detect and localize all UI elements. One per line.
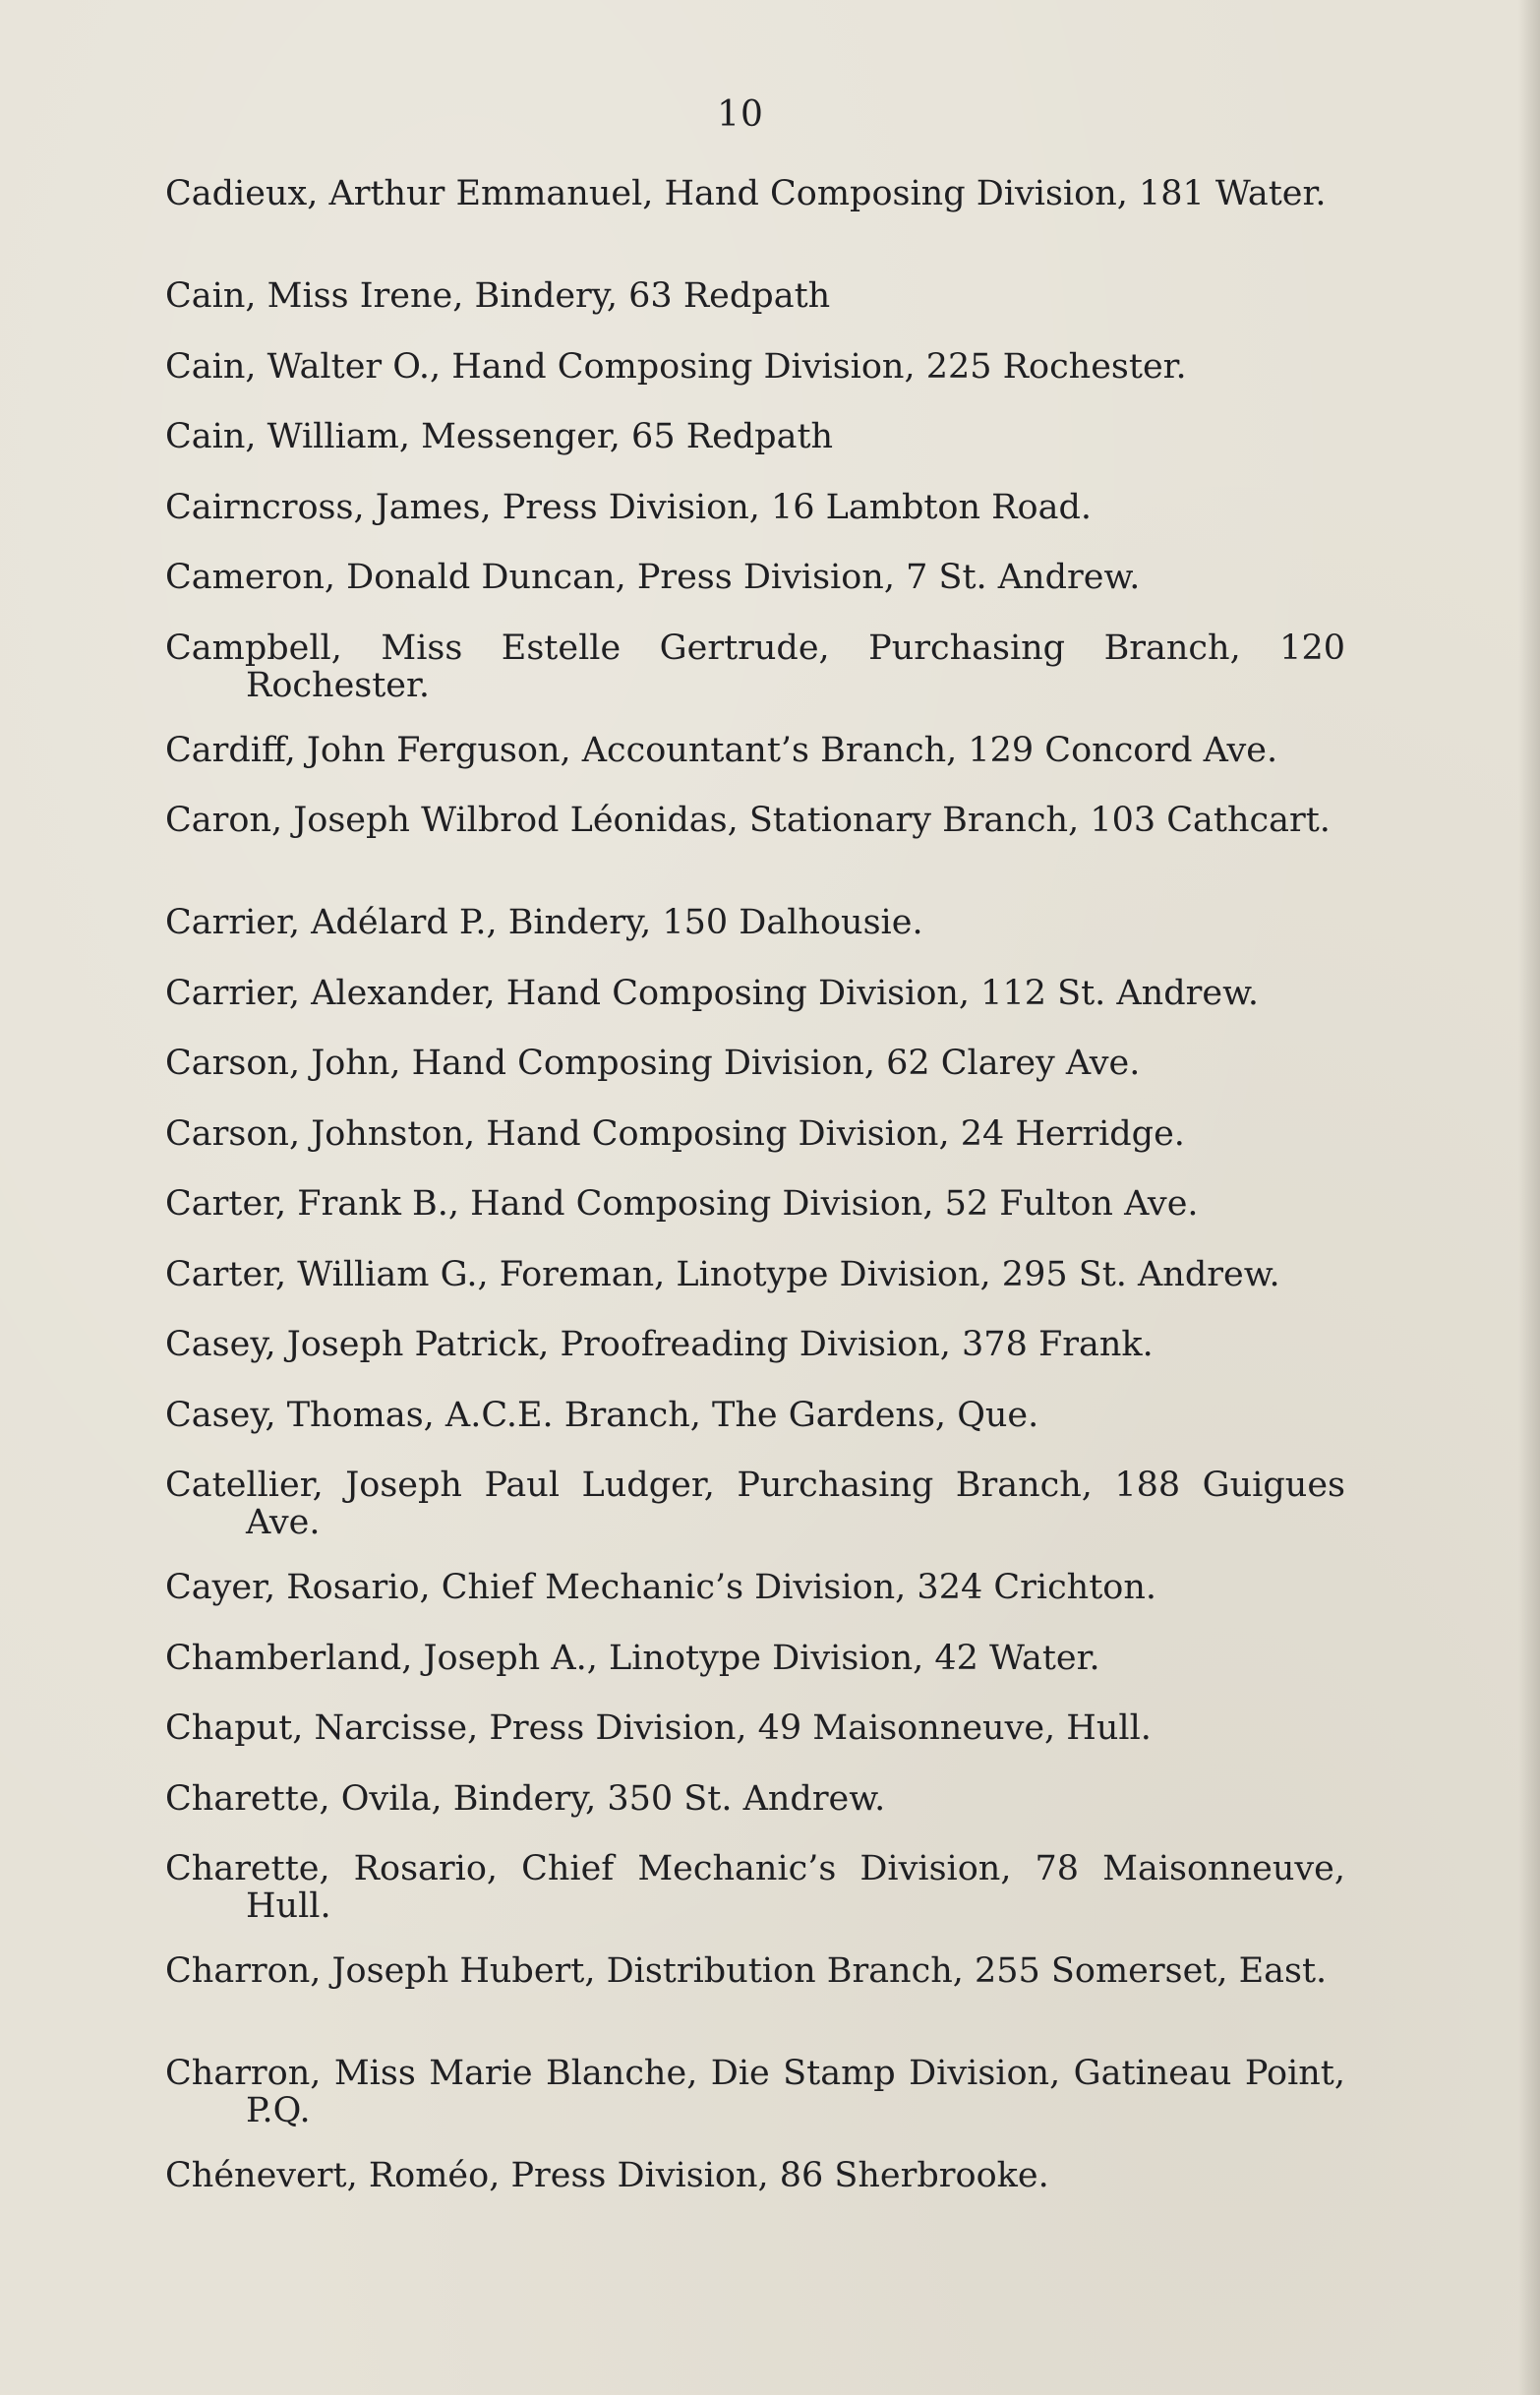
directory-entry: Charette, Ovila, Bindery, 350 St. Andrew.: [165, 1778, 886, 1819]
directory-list: [165, 175, 1345, 2228]
directory-entry: Cain, Walter O., Hand Composing Division, 225 Rochester.: [165, 346, 1187, 387]
directory-entry: Casey, Thomas, A.C.E. Branch, The Gardens, Que.: [165, 1395, 1039, 1435]
directory-entry: Chamberland, Joseph A., Linotype Division, 42 Water.: [165, 1638, 1100, 1678]
directory-entry: Carrier, Adélard P., Bindery, 150 Dalhousie.: [165, 903, 923, 942]
directory-entry: Cain, William, Messenger, 65 Redpath: [165, 417, 834, 456]
directory-entry: Casey, Joseph Patrick, Proofreading Division, 378 Frank.: [165, 1325, 1154, 1364]
directory-entry: Catellier, Joseph Paul Ludger, Purchasing Branch, 188 Guigues Ave.: [165, 1466, 1345, 1542]
directory-entry: Carrier, Alexander, Hand Composing Division, 112 St. Andrew.: [165, 973, 1260, 1013]
directory-entry: Carter, William G., Foreman, Linotype Division, 295 St. Andrew.: [165, 1254, 1280, 1294]
directory-entry: Chaput, Narcisse, Press Division, 49 Maisonneuve, Hull.: [165, 1708, 1152, 1748]
directory-entry: Caron, Joseph Wilbrod Léonidas, Stationary Branch, 103 Cathcart.: [165, 801, 1331, 840]
directory-entry: Cadieux, Arthur Emmanuel, Hand Composing Division, 181 Water.: [165, 174, 1327, 213]
directory-entry: Cardiff, John Ferguson, Accountant’s Branch, 129 Concord Ave.: [165, 730, 1278, 770]
directory-entry: Cairncross, James, Press Division, 16 Lambton Road.: [165, 487, 1092, 527]
directory-entry: Charette, Rosario, Chief Mechanic’s Division, 78 Maisonneuve, Hull.: [165, 1849, 1345, 1926]
directory-entry: Charron, Miss Marie Blanche, Die Stamp Division, Gatineau Point, P.Q.: [165, 2054, 1345, 2130]
directory-entry: Cain, Miss Irene, Bindery, 63 Redpath: [165, 276, 831, 316]
directory-entry: Carson, John, Hand Composing Division, 62 Clarey Ave.: [165, 1044, 1141, 1083]
page-edge-shadow: [1518, 0, 1540, 2395]
directory-entry: Campbell, Miss Estelle Gertrude, Purchasing Branch, 120 Rochester.: [165, 628, 1345, 705]
directory-entry: Cayer, Rosario, Chief Mechanic’s Division, 324 Crichton.: [165, 1568, 1157, 1607]
directory-entry: Charron, Joseph Hubert, Distribution Branch, 255 Somerset, East.: [165, 1951, 1328, 1991]
page-number: 10: [717, 94, 764, 135]
directory-entry: Chénevert, Roméo, Press Division, 86 Sherbrooke.: [165, 2156, 1049, 2195]
directory-entry: Carter, Frank B., Hand Composing Division, 52 Fulton Ave.: [165, 1184, 1199, 1224]
directory-entry: Cameron, Donald Duncan, Press Division, 7 St. Andrew.: [165, 558, 1141, 597]
directory-entry: Carson, Johnston, Hand Composing Division, 24 Herridge.: [165, 1113, 1185, 1154]
